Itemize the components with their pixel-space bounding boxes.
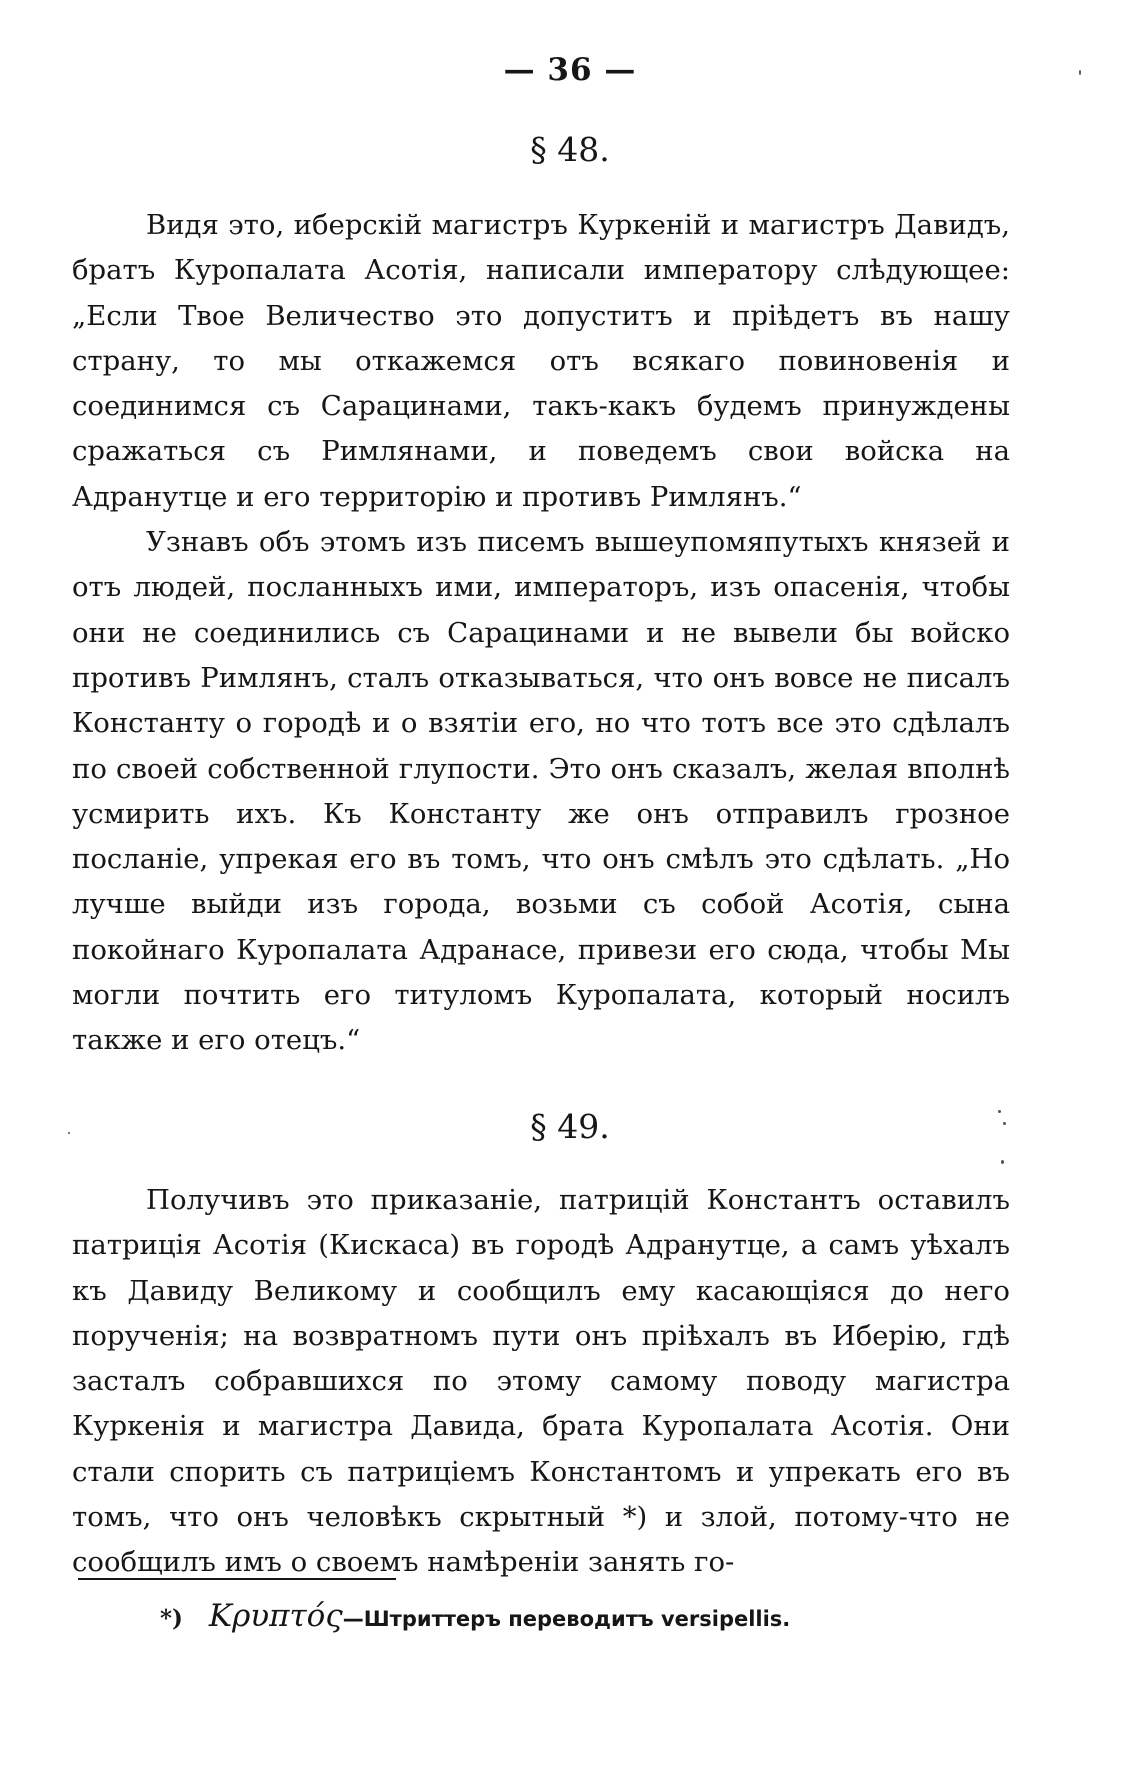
footnote-mark: *) <box>160 1605 183 1632</box>
section-48-body <box>72 203 1010 1064</box>
print-speck <box>1079 70 1081 75</box>
footnote-greek-word: Κρυπτός <box>208 1598 343 1634</box>
paragraph: Узнавъ объ этомъ изъ писемъ вышеупомяпутыхъ князей и отъ людей, посланныхъ ими, императоръ, изъ опасенія, чтобы они не соединились съ Сарацинами и не вывели бы войско противъ Римлянъ, сталъ отказываться, что онъ вовсе не писалъ Константу о городѣ и о взятіи его, но что тотъ все это сдѣлалъ по своей собственной глупости. Это онъ сказалъ, желая вполнѣ усмирить ихъ. Къ Константу же онъ отправилъ грозное посланіе, упрекая его въ томъ, что онъ смѣлъ это сдѣлать. „Но лучше выйди изъ города, возьми съ собой Асотія, сына покойнаго Куропалата Адранасе, привези его сюда, чтобы Мы могли почтить его титуломъ Куропалата, который носилъ также и его отецъ.“ <box>72 526 1010 1057</box>
footnote <box>160 1598 790 1634</box>
paragraph: Видя это, иберскій магистръ Куркеній и магистръ Давидъ, братъ Куропалата Асотія, написали императору слѣдующее: „Если Твое Величество это допуститъ и пріѣдетъ въ нашу страну, то мы откажемся отъ всякаго повиновенія и соединимся съ Сарацинами, такъ-какъ будемъ принуждены сражаться съ Римлянами, и поведемъ свои войска на Адранутце и его территорію и противъ Римлянъ.“ <box>72 209 1010 513</box>
print-speck <box>1003 1122 1006 1125</box>
print-speck <box>68 1132 70 1134</box>
footnote-rule <box>78 1578 396 1580</box>
print-speck <box>1001 1160 1004 1164</box>
page-number: — 36 — <box>503 52 637 88</box>
print-speck <box>998 1110 1001 1113</box>
footnote-text: —Штриттеръ переводитъ versipellis. <box>342 1607 791 1631</box>
section-heading-48: § 48. <box>530 130 610 169</box>
section-49-body <box>72 1178 1010 1586</box>
section-heading-49: § 49. <box>530 1107 610 1146</box>
paragraph: Получивъ это приказаніе, патрицій Константъ оставилъ патриція Асотія (Кискаса) въ городѣ Адранутце, а самъ уѣхалъ къ Давиду Великому и сообщилъ ему касающіяся до него порученія; на возвратномъ пути онъ пріѣхалъ въ Иберію, гдѣ засталъ собравшихся по этому самому поводу магистра Куркенія и магистра Давида, брата Куропалата Асотія. Они стали спорить съ патриціемъ Константомъ и упрекать его въ томъ, что онъ человѣкъ скрытный *) и злой, потому-что не сообщилъ имъ о своемъ намѣреніи занять го- <box>72 1184 1010 1579</box>
